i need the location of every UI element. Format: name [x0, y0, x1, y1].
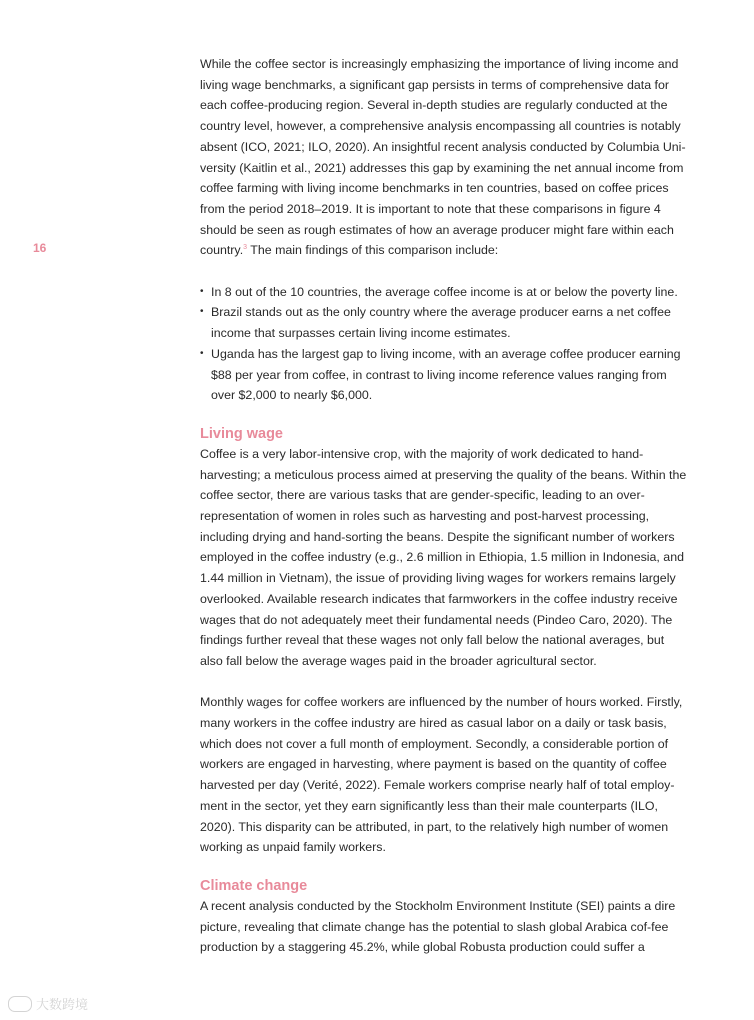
watermark: [8, 994, 88, 1013]
list-item: • Uganda has the largest gap to living income, with an average coffee producer earning $88 per year from coffee, in contrast to living income reference values ranging from over $2,000 to nearly $6,000.: [200, 344, 688, 406]
main-column: [200, 54, 688, 958]
intro-paragraph: [200, 54, 688, 261]
spacer: [200, 261, 688, 282]
findings-list: [200, 282, 688, 406]
list-item: • Brazil stands out as the only country where the average producer earns a net coffee income that surpasses certain living income estimates.: [200, 302, 688, 343]
section-heading-climate-change: Climate change: [200, 877, 308, 894]
intro-text-end: The main findings of this comparison include:: [247, 243, 499, 258]
footnote-ref[interactable]: 3: [243, 244, 248, 252]
watermark-text: 大数跨境: [36, 997, 89, 1012]
section-heading-living-wage: Living wage: [200, 425, 283, 442]
spacer: [200, 672, 688, 693]
list-item: • In 8 out of the 10 countries, the average coffee income is at or below the poverty line.: [200, 282, 688, 303]
climate-change-paragraph: A recent analysis conducted by the Stockholm Environment Institute (SEI) paints a dire picture, revealing that climate change has the potential to slash global Arabica cof-fee production by a staggering 45.2%, while global Robusta production could suffer a: [200, 898, 676, 955]
watermark-logo-icon: [8, 996, 32, 1012]
intro-text: While the coffee sector is increasingly emphasizing the importance of living income and living wage benchmarks, a significant gap persists in terms of comprehensive data for each coffee-producing region. Several in-depth studies are regularly conducted at the country level, however, a comprehensive analysis encompassing all countries is notably absent (ICO, 2021; ILO, 2020). An insightful recent analysis conducted by Columbia Uni-versity (Kaitlin et al., 2021) addresses this gap by examining the net annual income from coffee farming with living income benchmarks in ten countries, based on coffee prices from the period 2018–2019. It is important to note that these comparisons in figure 4 should be seen as rough estimates of how an average producer might fare within each country.: [200, 57, 686, 258]
living-wage-paragraph-1: Coffee is a very labor-intensive crop, with the majority of work dedicated to hand-harvesting; a meticulous process aimed at preserving the quality of the beans. Within the coffee sector, there are various tasks that are gender-specific, leading to an over-representation of women in roles such as harvesting and post-harvest processing, including drying and hand-sorting the beans. Despite the significant number of workers employed in the coffee industry (e.g., 2.6 million in Ethiopia, 1.5 million in Indonesia, and 1.44 million in Vietnam), the issue of providing living wages for workers remains largely overlooked. Available research indicates that farmworkers in the coffee industry receive wages that do not adequately meet their fundamental needs (Pindeo Caro, 2020). The findings further reveal that these wages not only fall below the national averages, but also fall below the average wages paid in the broader agricultural sector.: [200, 446, 687, 668]
living-wage-paragraph-2: Monthly wages for coffee workers are influenced by the number of hours worked. Firstly, many workers in the coffee industry are hired as casual labor on a daily or task basis, which does not cover a full month of employment. Secondly, a considerable portion of workers are engaged in harvesting, where payment is based on the quantity of coffee harvested per day (Verité, 2022). Female workers comprise nearly half of total employ-ment in the sector, yet they earn significantly less than their male counterparts (ILO, 2020). This disparity can be attributed, in part, to the relatively high number of women working as unpaid family workers.: [200, 695, 683, 855]
page-number: 16: [33, 241, 47, 255]
